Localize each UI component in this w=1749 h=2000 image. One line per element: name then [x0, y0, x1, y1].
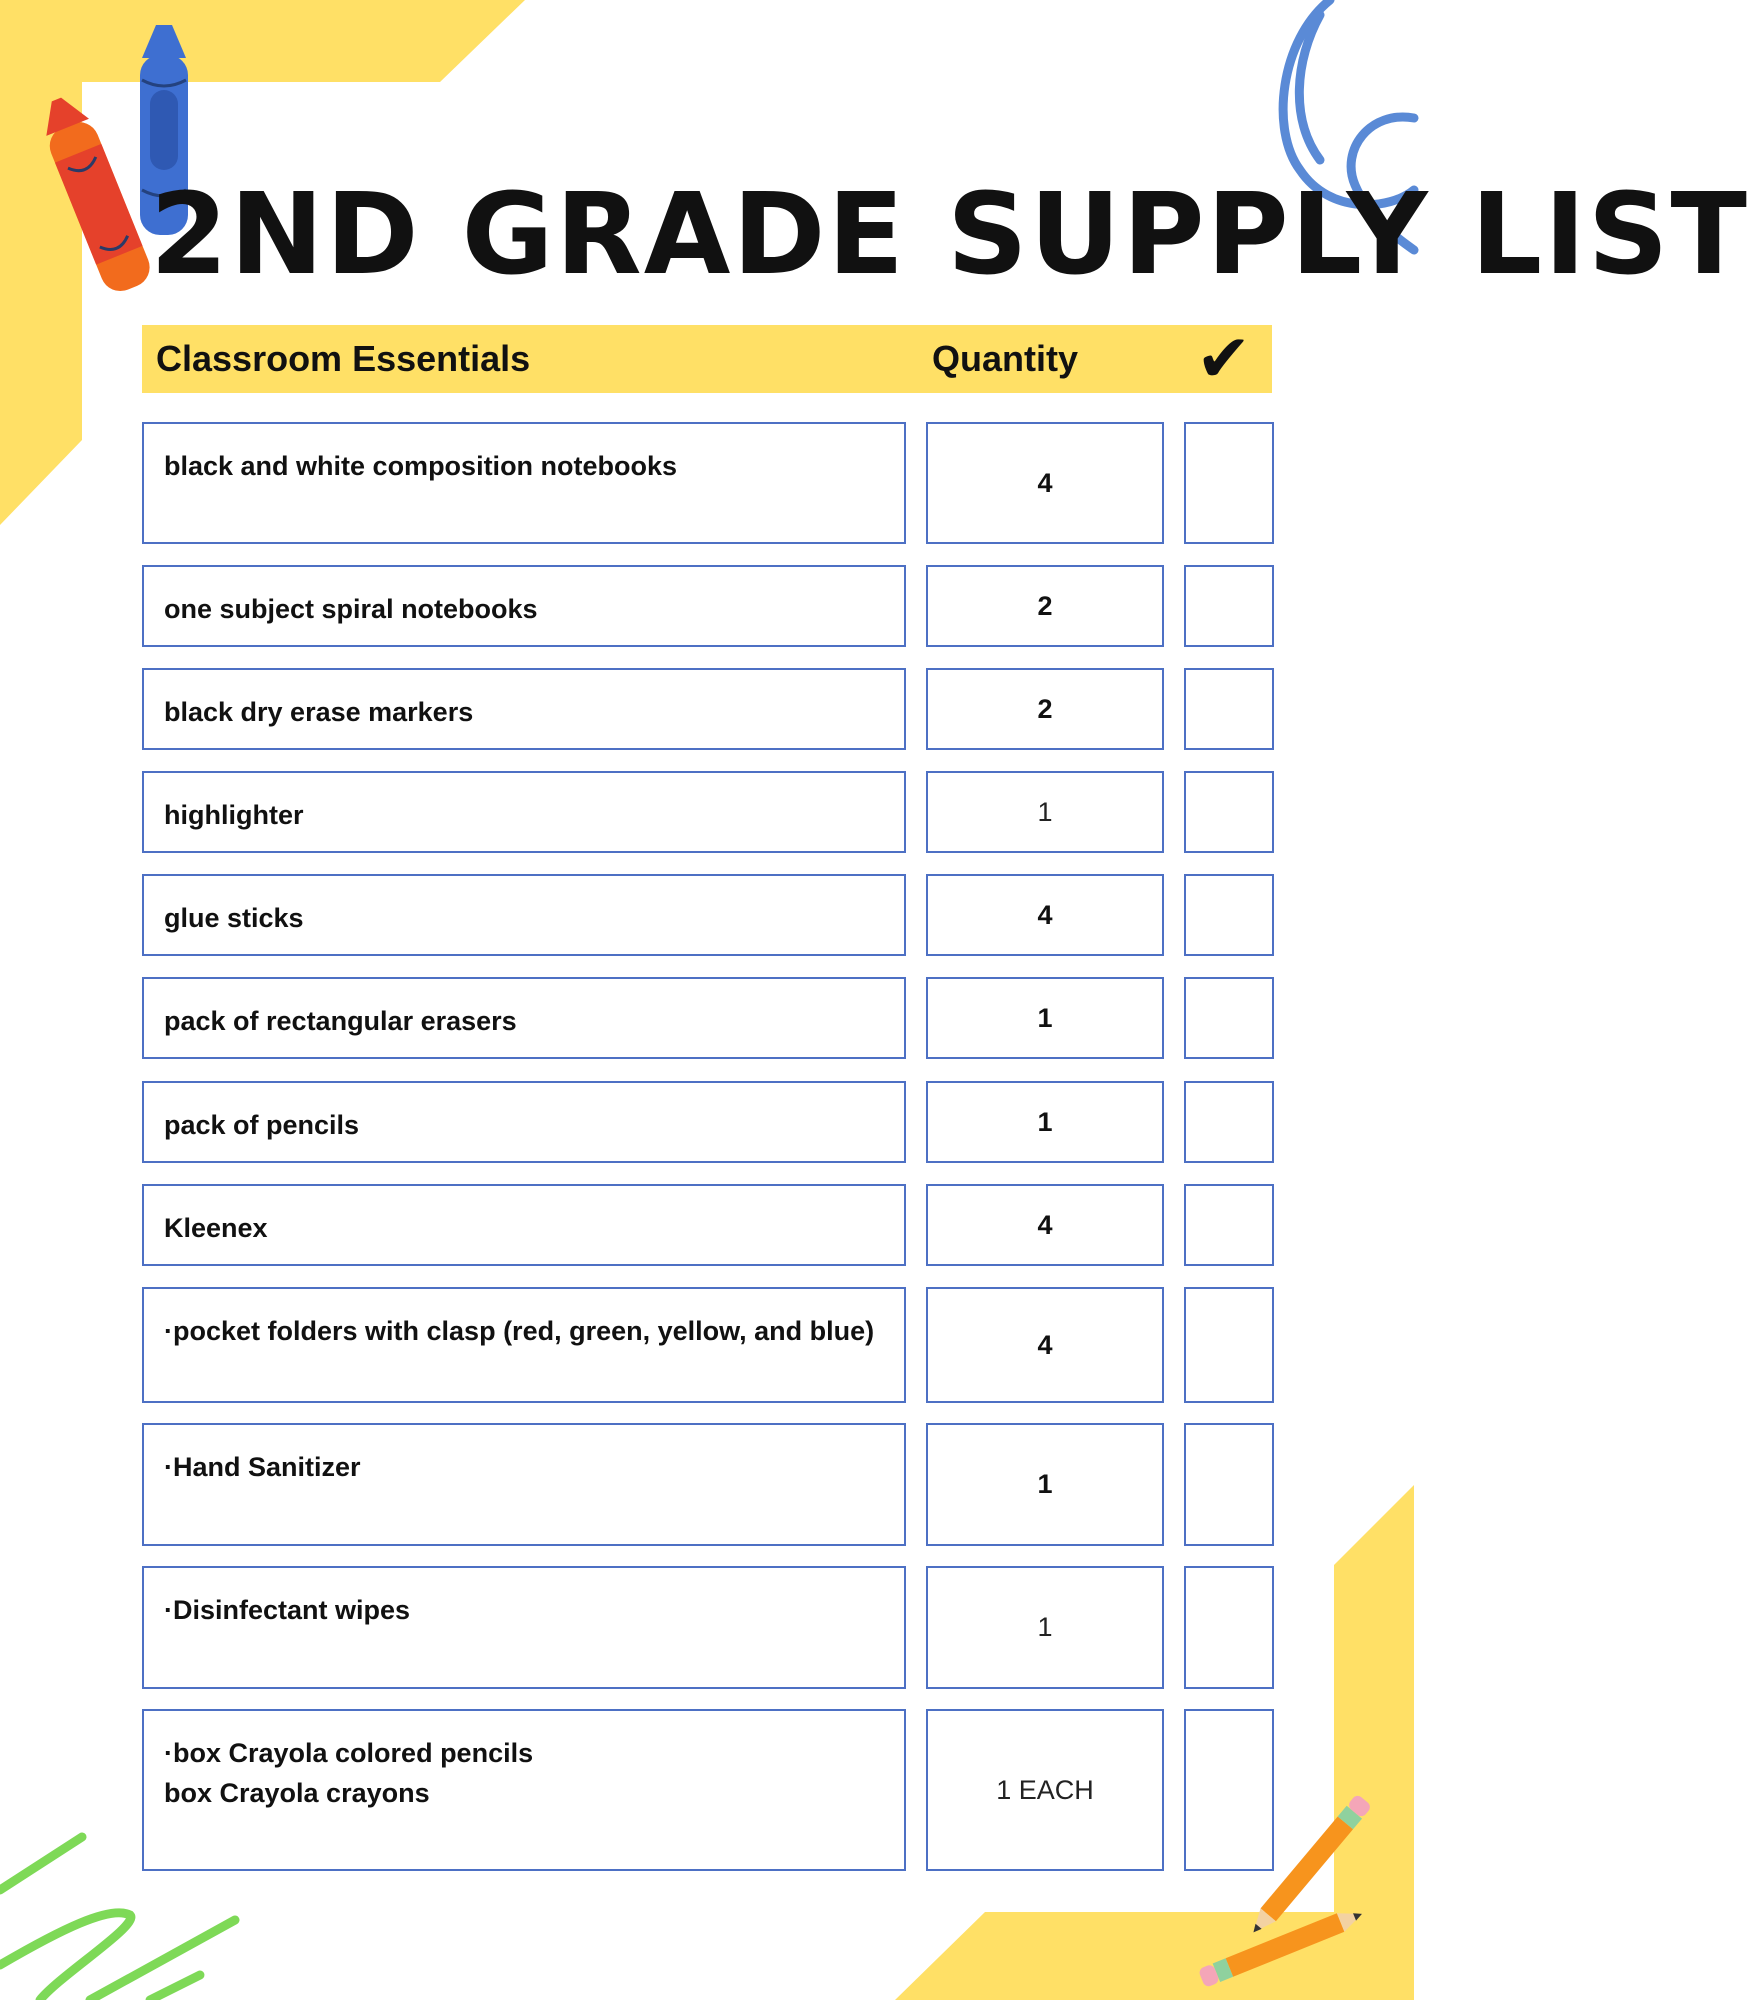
- item-cell: [142, 1287, 906, 1403]
- item-cell: [142, 1709, 906, 1871]
- quantity-cell: [926, 422, 1164, 544]
- item-cell: [142, 771, 906, 853]
- list-item: [142, 1566, 1274, 1689]
- list-item: [142, 1184, 1274, 1266]
- item-label: highlighter: [164, 800, 304, 830]
- item-label: pack of rectangular erasers: [164, 1006, 517, 1036]
- item-quantity: 4: [1037, 899, 1053, 930]
- list-item: [142, 977, 1274, 1059]
- quantity-cell: [926, 1566, 1164, 1689]
- check-box[interactable]: [1184, 422, 1274, 544]
- item-label: pack of pencils: [164, 1110, 360, 1140]
- list-item: [142, 1287, 1274, 1403]
- item-quantity: 1: [1037, 1002, 1053, 1033]
- item-quantity: 1: [1037, 1469, 1053, 1499]
- item-label: black and white composition notebooks: [164, 451, 678, 481]
- quantity-cell: [926, 565, 1164, 647]
- list-item: [142, 565, 1274, 647]
- check-box[interactable]: [1184, 1709, 1274, 1871]
- item-cell: [142, 668, 906, 750]
- page-title: 2ND GRADE SUPPLY LIST: [150, 170, 1749, 300]
- check-box[interactable]: [1184, 977, 1274, 1059]
- quantity-cell: [926, 1184, 1164, 1266]
- item-cell: [142, 1184, 906, 1266]
- item-label: glue sticks: [164, 903, 304, 933]
- item-label: ·box Crayola colored pencils box Crayola crayons: [164, 1738, 534, 1808]
- header-quantity-column: Quantity: [932, 338, 1079, 379]
- item-cell: [142, 565, 906, 647]
- check-box[interactable]: [1184, 1287, 1274, 1403]
- item-label: ·pocket folders with clasp (red, green, yellow, and blue): [164, 1316, 875, 1346]
- item-quantity: 4: [1037, 467, 1053, 498]
- item-label: black dry erase markers: [164, 697, 474, 727]
- table-header: [142, 320, 1272, 397]
- item-quantity: 4: [1037, 1329, 1053, 1360]
- quantity-cell: [926, 1709, 1164, 1871]
- quantity-cell: [926, 1081, 1164, 1163]
- check-box[interactable]: [1184, 1081, 1274, 1163]
- quantity-cell: [926, 874, 1164, 956]
- check-box[interactable]: [1184, 771, 1274, 853]
- item-label: one subject spiral notebooks: [164, 594, 538, 624]
- item-quantity: 2: [1037, 693, 1053, 724]
- list-item: [142, 1709, 1274, 1871]
- item-label: ·Disinfectant wipes: [164, 1595, 411, 1625]
- check-box[interactable]: [1184, 1566, 1274, 1689]
- check-box[interactable]: [1184, 874, 1274, 956]
- quantity-cell: [926, 1423, 1164, 1546]
- item-quantity: 4: [1037, 1209, 1053, 1240]
- list-item: [142, 1081, 1274, 1163]
- item-cell: [142, 874, 906, 956]
- item-cell: [142, 1566, 906, 1689]
- item-label: ·Hand Sanitizer: [164, 1452, 361, 1482]
- quantity-cell: [926, 771, 1164, 853]
- item-quantity: 1 EACH: [996, 1774, 1094, 1805]
- item-cell: [142, 422, 906, 544]
- check-box[interactable]: [1184, 1423, 1274, 1546]
- list-item: [142, 771, 1274, 853]
- quantity-cell: [926, 977, 1164, 1059]
- check-box[interactable]: [1184, 565, 1274, 647]
- list-item: [142, 422, 1274, 544]
- item-quantity: 1: [1037, 1106, 1053, 1137]
- item-label: Kleenex: [164, 1213, 268, 1243]
- checkmark-icon: ✔: [1196, 320, 1252, 397]
- check-box[interactable]: [1184, 668, 1274, 750]
- list-item: [142, 1423, 1274, 1546]
- header-item-column: Classroom Essentials: [156, 338, 531, 379]
- item-cell: [142, 1423, 906, 1546]
- quantity-cell: [926, 1287, 1164, 1403]
- item-quantity: 1: [1037, 1612, 1053, 1642]
- item-cell: [142, 1081, 906, 1163]
- item-quantity: 1: [1037, 796, 1053, 827]
- list-item: [142, 874, 1274, 956]
- item-cell: [142, 977, 906, 1059]
- item-quantity: 2: [1037, 590, 1053, 621]
- quantity-cell: [926, 668, 1164, 750]
- check-box[interactable]: [1184, 1184, 1274, 1266]
- list-item: [142, 668, 1274, 750]
